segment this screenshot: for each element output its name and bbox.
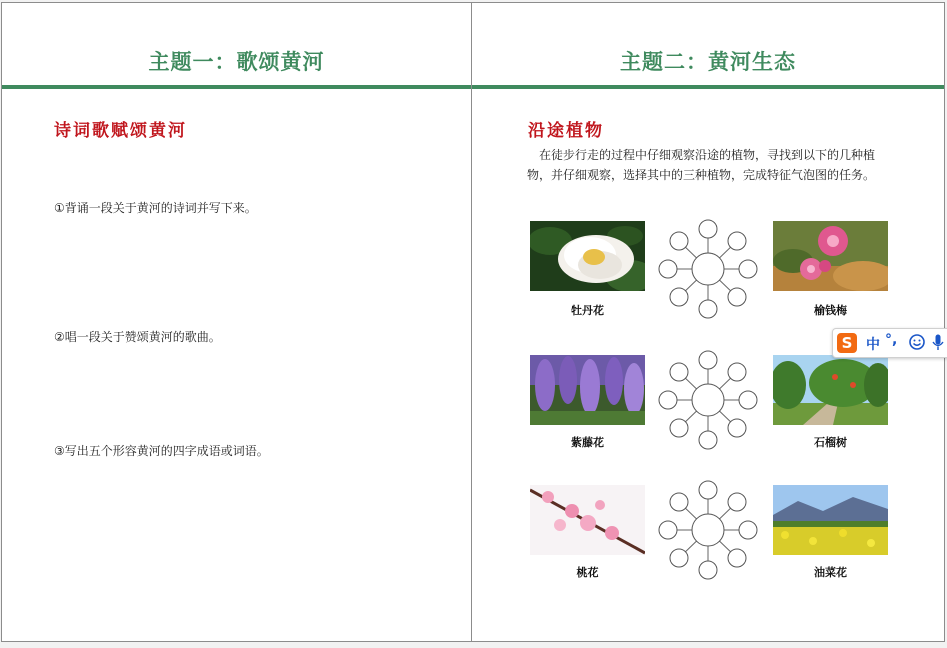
wisteria-photo — [530, 355, 645, 425]
bubble-map-2 — [657, 350, 759, 454]
plant-name-2: 榆钱梅 — [814, 304, 847, 317]
plant-name-1: 牡丹花 — [571, 304, 604, 317]
intro-paragraph: 在徒步行走的过程中仔细观察沿途的植物，寻找到以下的几种植物，并仔细观察，选择其中的三种植物，完成特征气泡图的任务。 — [527, 148, 876, 182]
plant-name-3: 紫藤花 — [571, 436, 604, 449]
right-page — [471, 2, 945, 642]
task-2: ②唱一段关于赞颂黄河的歌曲。 — [54, 330, 221, 344]
pomegranate-tree-photo — [773, 355, 888, 425]
smiley-icon[interactable] — [909, 334, 925, 354]
plant-name-4: 石榴树 — [814, 436, 847, 449]
bubble-map-3 — [657, 480, 759, 584]
ime-mode-toggle[interactable]: 中 — [866, 337, 880, 353]
bubble-map-1 — [657, 219, 759, 323]
right-header — [472, 3, 944, 89]
rapeseed-flower-photo — [773, 485, 888, 555]
left-page — [1, 2, 472, 642]
left-section-title: 诗词歌赋颂黄河 — [54, 121, 187, 141]
task-1: ①背诵一段关于黄河的诗词并写下来。 — [54, 201, 257, 215]
right-header-title: 主题二：黄河生态 — [620, 50, 796, 74]
plant-name-6: 油菜花 — [814, 566, 847, 579]
peach-blossom-photo — [530, 485, 645, 555]
right-section-title: 沿途植物 — [528, 121, 604, 141]
ime-punctuation-toggle[interactable]: °, — [885, 332, 898, 348]
peony-photo — [530, 221, 645, 291]
ime-logo-icon[interactable]: S — [837, 333, 857, 353]
plant-name-5: 桃花 — [576, 566, 599, 579]
microphone-icon[interactable] — [932, 334, 944, 355]
left-header-title: 主题一：歌颂黄河 — [148, 50, 325, 74]
elm-plum-photo — [773, 221, 888, 291]
ime-toolbar[interactable] — [832, 328, 947, 358]
task-3: ③写出五个形容黄河的四字成语或词语。 — [54, 444, 269, 458]
left-header — [2, 3, 471, 89]
